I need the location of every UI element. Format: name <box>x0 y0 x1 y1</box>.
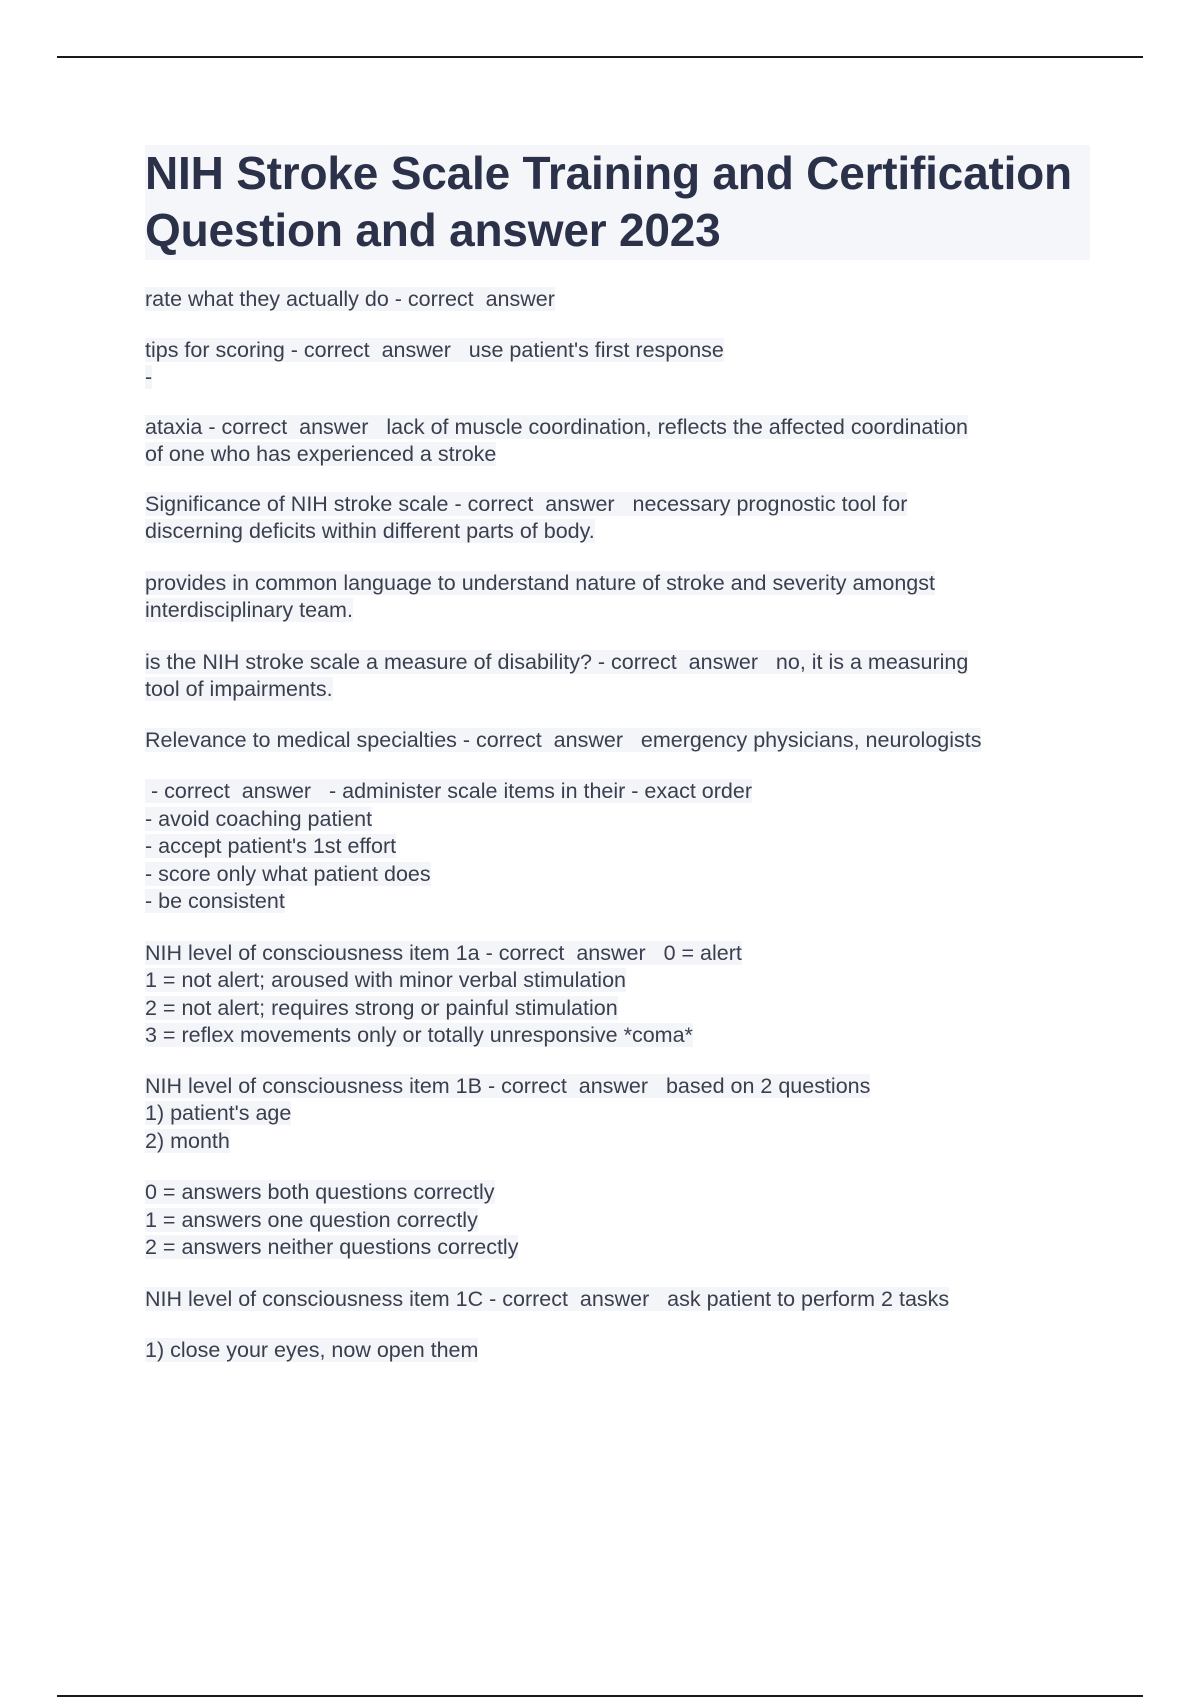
qa-line-text: 1 = answers one question correctly <box>145 1207 478 1232</box>
qa-entry <box>145 1337 1090 1365</box>
qa-line-text: 1 = not alert; aroused with minor verbal stimulation <box>145 968 626 992</box>
qa-line-text: of one who has experienced a stroke <box>145 442 497 466</box>
qa-line <box>145 414 1090 442</box>
page-title: NIH Stroke Scale Training and Certification Question and answer 2023 <box>145 145 1090 260</box>
qa-line <box>145 861 1090 889</box>
qa-entry <box>145 1179 1090 1262</box>
qa-line-text: interdisciplinary team. <box>145 598 353 622</box>
document-body <box>145 145 1090 1365</box>
qa-line <box>145 1022 1090 1050</box>
qa-line-text: ataxia - correct answer lack of muscle coordination, reflects the affected coordination <box>145 414 968 439</box>
qa-line-text: 1) patient's age <box>145 1101 292 1125</box>
qa-line <box>145 518 1090 546</box>
qa-line <box>145 1073 1090 1101</box>
qa-line-text: Significance of NIH stroke scale - correct answer necessary prognostic tool for <box>145 491 908 516</box>
qa-line <box>145 649 1090 677</box>
qa-entry <box>145 778 1090 916</box>
qa-entry <box>145 286 1090 314</box>
qa-line-text: provides in common language to understand nature of stroke and severity amongst <box>145 570 935 595</box>
qa-line <box>145 1207 1090 1235</box>
qa-line-text: - accept patient's 1st effort <box>145 834 397 858</box>
qa-entry <box>145 940 1090 1050</box>
qa-line-text: NIH level of consciousness item 1a - correct answer 0 = alert <box>145 940 742 965</box>
qa-line-text: discerning deficits within different parts of body. <box>145 519 595 543</box>
qa-line <box>145 570 1090 598</box>
qa-line <box>145 1337 1090 1365</box>
qa-line-text: 1) close your eyes, now open them <box>145 1338 479 1362</box>
qa-line <box>145 1128 1090 1156</box>
qa-entry <box>145 649 1090 704</box>
qa-line <box>145 1286 1090 1314</box>
qa-entry <box>145 491 1090 546</box>
qa-line <box>145 727 1090 755</box>
qa-line-text: 3 = reflex movements only or totally unresponsive *coma* <box>145 1023 693 1047</box>
qa-line <box>145 1100 1090 1128</box>
qa-line <box>145 995 1090 1023</box>
qa-line-text: - avoid coaching patient <box>145 806 373 831</box>
qa-entry <box>145 727 1090 755</box>
qa-line <box>145 1179 1090 1207</box>
qa-line <box>145 364 1090 392</box>
qa-line-text: tips for scoring - correct answer use patient's first response <box>145 337 724 362</box>
qa-line-text: tool of impairments. <box>145 677 333 701</box>
qa-line-text: NIH level of consciousness item 1C - correct answer ask patient to perform 2 tasks <box>145 1286 950 1311</box>
qa-line <box>145 286 1090 314</box>
qa-line <box>145 441 1090 469</box>
qa-line <box>145 597 1090 625</box>
qa-line <box>145 491 1090 519</box>
qa-line-text: - <box>145 365 153 389</box>
qa-line-text: 2 = answers neither questions correctly <box>145 1235 519 1259</box>
qa-entry <box>145 1073 1090 1156</box>
top-rule <box>57 56 1143 58</box>
qa-line <box>145 888 1090 916</box>
qa-line <box>145 337 1090 365</box>
qa-line-text: is the NIH stroke scale a measure of disability? - correct answer no, it is a measuring <box>145 649 969 674</box>
qa-line-text: Relevance to medical specialties - correct answer emergency physicians, neurologists <box>145 727 982 752</box>
bottom-rule <box>57 1695 1143 1697</box>
qa-line <box>145 833 1090 861</box>
qa-line <box>145 676 1090 704</box>
qa-entry <box>145 1286 1090 1314</box>
qa-line <box>145 1234 1090 1262</box>
qa-list <box>145 286 1090 1365</box>
qa-entry <box>145 570 1090 625</box>
qa-line-text: 2) month <box>145 1128 230 1153</box>
qa-line-text: rate what they actually do - correct answer <box>145 287 555 311</box>
qa-line-text: - correct answer - administer scale items in their - exact order <box>145 779 752 803</box>
qa-line-text: 2 = not alert; requires strong or painful stimulation <box>145 995 618 1020</box>
qa-entry <box>145 414 1090 469</box>
qa-entry <box>145 337 1090 392</box>
qa-line <box>145 806 1090 834</box>
qa-line-text: NIH level of consciousness item 1B - correct answer based on 2 questions <box>145 1073 871 1098</box>
qa-line <box>145 940 1090 968</box>
qa-line <box>145 967 1090 995</box>
qa-line-text: - be consistent <box>145 889 285 913</box>
qa-line-text: - score only what patient does <box>145 861 431 886</box>
qa-line <box>145 778 1090 806</box>
qa-line-text: 0 = answers both questions correctly <box>145 1180 495 1204</box>
